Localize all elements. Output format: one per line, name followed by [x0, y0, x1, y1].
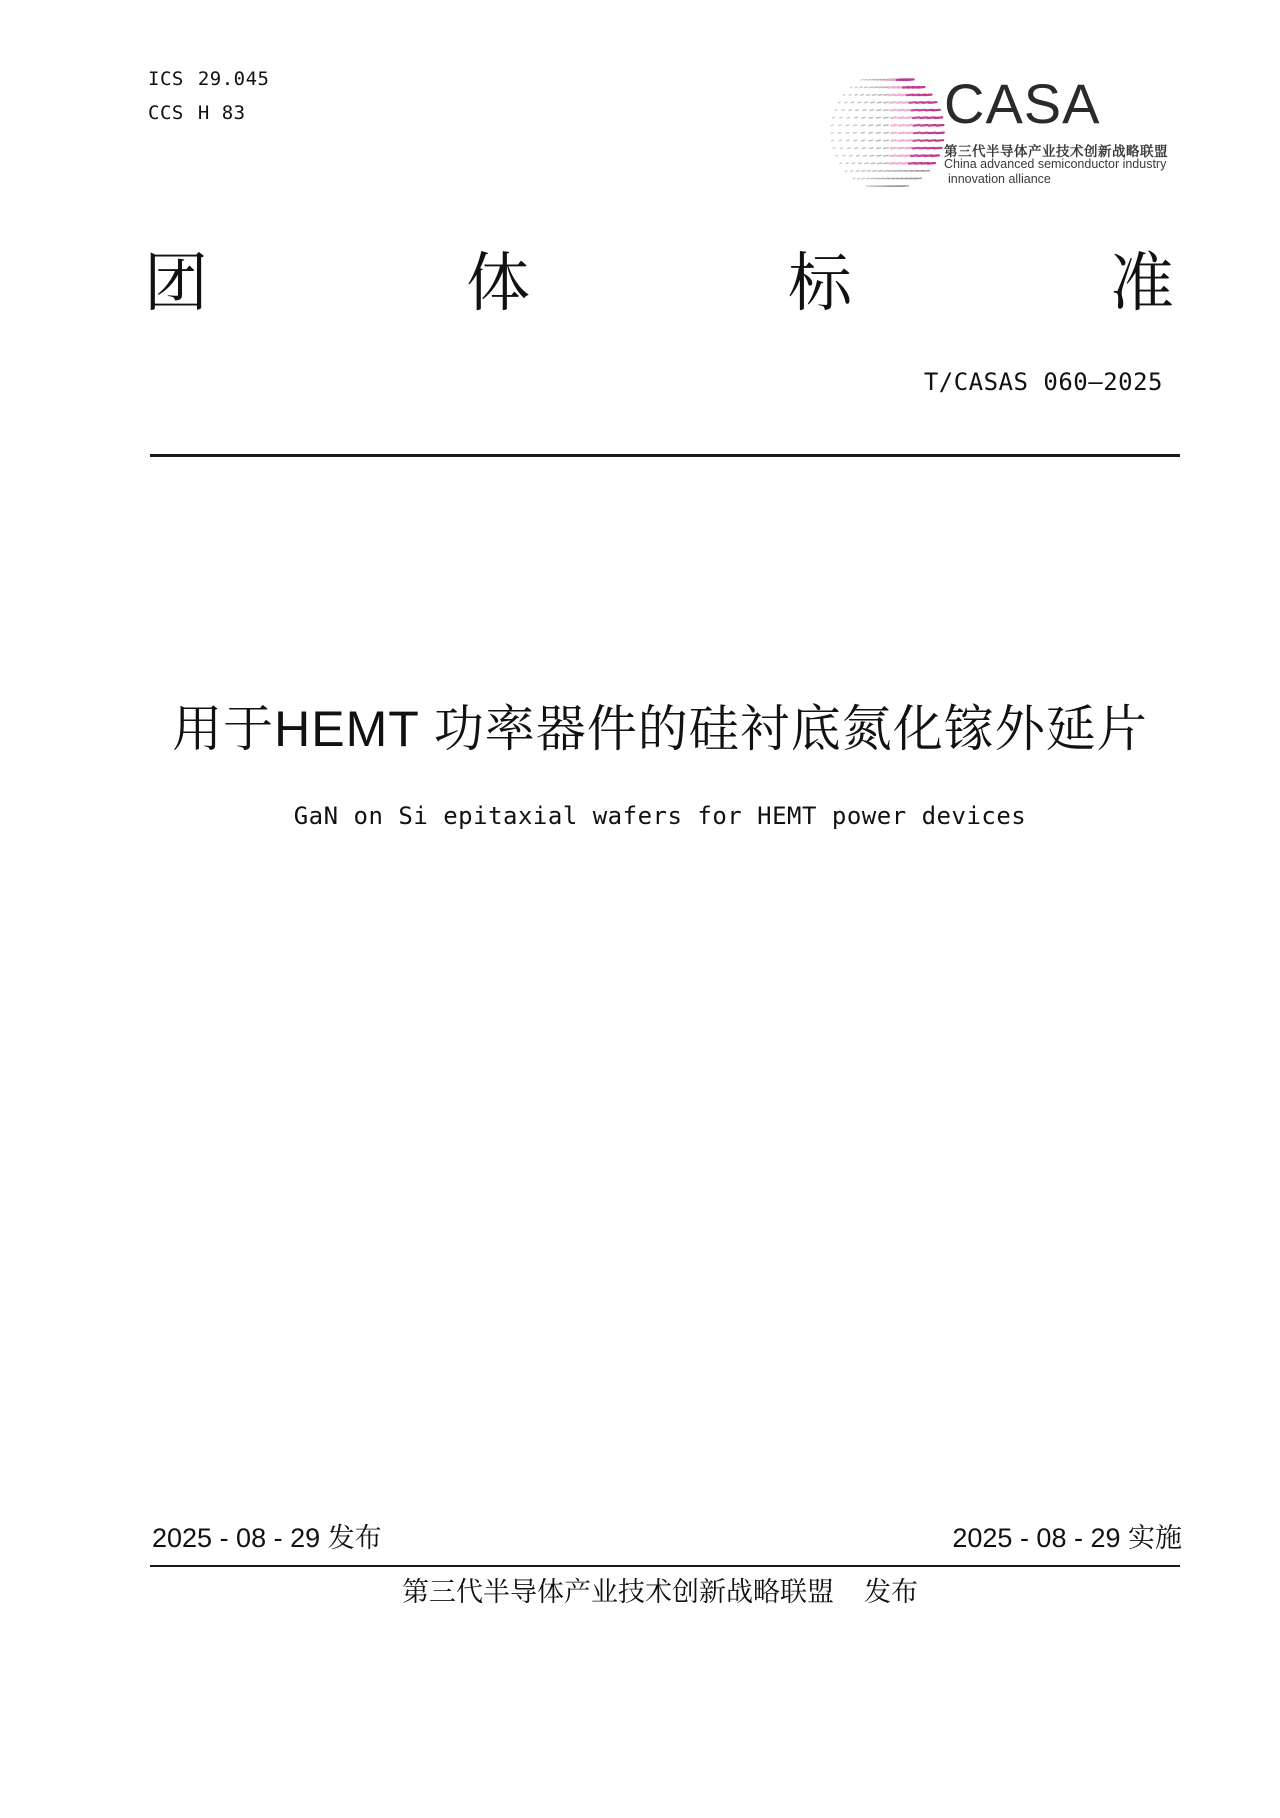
- logo-dot: [924, 95, 931, 96]
- logo-dot: [871, 178, 874, 179]
- ics-label: ICS: [148, 68, 184, 90]
- logo-dot: [862, 117, 865, 118]
- implement-date: 2025 - 08 - 29 实施: [952, 1523, 1182, 1553]
- logo-dot: [861, 125, 864, 126]
- logo-dot: [850, 87, 852, 88]
- logo-dot: [845, 102, 847, 103]
- logo-dot: [869, 117, 873, 118]
- classification-codes: [148, 62, 269, 130]
- logo-dot: [861, 133, 864, 134]
- logo-dot: [850, 155, 853, 156]
- logo-dot: [897, 102, 902, 103]
- logo-dot: [884, 133, 889, 134]
- heading-char: 标: [788, 247, 852, 321]
- logo-dot: [847, 117, 850, 118]
- standard-type-heading: [144, 244, 1174, 324]
- logo-dot: [858, 102, 861, 103]
- logo-dot: [862, 171, 865, 172]
- logo-dot: [840, 163, 842, 164]
- logo-dot: [874, 87, 878, 88]
- ccs-row: [148, 96, 269, 130]
- logo-dot: [933, 110, 940, 111]
- logo-dot: [891, 148, 896, 149]
- heading-char: 准: [1110, 247, 1174, 321]
- logo-dot: [854, 133, 857, 134]
- logo-dot: [903, 163, 909, 164]
- logo-dot: [896, 163, 901, 164]
- logo-dot: [849, 95, 851, 96]
- logo-dot: [854, 140, 857, 141]
- logo-dot: [849, 110, 852, 111]
- logo-dot: [911, 155, 917, 156]
- logo-dot: [932, 155, 939, 156]
- logo-dot: [913, 148, 919, 149]
- logo-dot: [898, 117, 903, 118]
- standard-number: T/CASAS 060—2025: [923, 368, 1163, 396]
- logo-dot: [927, 148, 934, 149]
- publisher-action: 发布: [864, 1577, 918, 1607]
- logo-dot: [884, 95, 889, 96]
- logo-dot: [905, 110, 911, 111]
- logo-dot: [858, 178, 860, 179]
- logo-dot: [845, 171, 847, 172]
- logo-dot: [935, 117, 942, 118]
- logo-dot: [861, 95, 864, 96]
- logo-dot: [884, 125, 889, 126]
- logo-dot: [913, 117, 919, 118]
- publish-date: 2025 - 08 - 29 发布: [152, 1523, 382, 1553]
- logo-dot: [831, 125, 833, 126]
- logo-dot: [884, 102, 889, 103]
- logo-dot: [846, 133, 849, 134]
- logo-dot: [937, 133, 944, 134]
- logo-dot: [929, 102, 936, 103]
- logo-dot: [869, 87, 872, 88]
- logo-dot: [884, 117, 889, 118]
- logo-dot: [884, 140, 889, 141]
- logo-dot: [904, 155, 910, 156]
- logo-dot: [863, 110, 866, 111]
- logo-dot: [856, 155, 859, 156]
- logo-dot: [936, 125, 943, 126]
- logo-dot: [856, 171, 859, 172]
- logo-dot: [891, 110, 896, 111]
- title-chinese: 用于HEMT 功率器件的硅衬底氮化镓外延片: [172, 701, 1148, 757]
- logo-dot: [840, 117, 842, 118]
- logo-dot: [833, 148, 835, 149]
- logo-dot: [895, 95, 900, 96]
- logo-dot: [859, 163, 862, 164]
- logo-dot: [921, 133, 928, 134]
- logo-dot: [870, 155, 874, 156]
- logo-dot: [867, 171, 870, 172]
- logo-dot: [855, 95, 858, 96]
- logo-dot: [876, 117, 880, 118]
- publisher-name: 第三代半导体产业技术创新战略联盟: [402, 1577, 834, 1607]
- logo-dot: [897, 155, 902, 156]
- logo-dot: [890, 163, 895, 164]
- logo-dot: [871, 102, 875, 103]
- logo-dot: [861, 140, 864, 141]
- logo-dot: [879, 87, 883, 88]
- logo-dot: [890, 102, 895, 103]
- logo-dot: [838, 102, 840, 103]
- ccs-code: H 83: [197, 102, 246, 124]
- logo-dot: [876, 133, 880, 134]
- logo-dot: [869, 148, 873, 149]
- logo-dot: [895, 171, 900, 172]
- logo-dot: [914, 178, 921, 179]
- logo-dot: [920, 117, 927, 118]
- logo-dot: [877, 148, 881, 149]
- logo-dot: [905, 148, 911, 149]
- logo-dot: [831, 133, 833, 134]
- logo-dot: [884, 171, 889, 172]
- globe-dots-icon: [820, 68, 952, 198]
- logo-dot: [870, 110, 874, 111]
- logo-dot: [919, 110, 926, 111]
- logo-dot: [875, 178, 879, 179]
- logo-dot: [862, 148, 865, 149]
- logo-dot: [928, 117, 935, 118]
- logo-dot: [920, 148, 927, 149]
- logo-dot: [877, 155, 881, 156]
- logo-dot: [899, 125, 904, 126]
- logo-dot: [901, 186, 908, 187]
- logo-dot: [906, 140, 912, 141]
- logo-dot: [855, 117, 858, 118]
- logo-dot: [921, 140, 928, 141]
- logo-dot: [921, 125, 928, 126]
- logo-dot: [839, 133, 841, 134]
- logo-dot: [877, 102, 881, 103]
- logo-dot: [836, 155, 838, 156]
- logo-dot: [929, 133, 936, 134]
- logo-dot: [871, 79, 874, 80]
- ics-row: [148, 62, 269, 96]
- logo-dot: [868, 79, 871, 80]
- logo-dot: [846, 163, 848, 164]
- logo-dot: [903, 102, 909, 103]
- logo-dot: [928, 140, 935, 141]
- logo-dot: [869, 133, 873, 134]
- logo-dot: [843, 95, 845, 96]
- bottom-divider: [150, 1565, 1180, 1567]
- heading-char: 体: [466, 247, 530, 321]
- logo-dot: [848, 148, 851, 149]
- logo-dot: [860, 87, 863, 88]
- heading-char: 团: [144, 247, 208, 321]
- logo-dot: [855, 148, 858, 149]
- logo-dot: [851, 102, 854, 103]
- logo-dot: [866, 178, 869, 179]
- logo-dot: [884, 148, 889, 149]
- logo-dot: [891, 117, 896, 118]
- logo-dot: [863, 155, 866, 156]
- logo-dot: [889, 171, 894, 172]
- logo-dot: [918, 155, 925, 156]
- logo-dot: [890, 95, 895, 96]
- logo-en-line2: innovation alliance: [948, 172, 1051, 186]
- logo-dot: [914, 133, 920, 134]
- logo-dot: [878, 95, 882, 96]
- logo-dot: [864, 79, 866, 80]
- logo-dot: [906, 133, 912, 134]
- logo-dot: [934, 148, 941, 149]
- logo-dot: [833, 117, 835, 118]
- logo-dot: [839, 125, 841, 126]
- logo-dot: [891, 155, 896, 156]
- logo-dot: [852, 163, 855, 164]
- logo-dot: [856, 110, 859, 111]
- logo-en-line1: China advanced semiconductor industry: [944, 157, 1167, 171]
- logo-dot: [879, 178, 883, 179]
- logo-dot: [914, 140, 920, 141]
- logo-dot: [891, 133, 896, 134]
- publisher-line: [0, 1570, 1280, 1614]
- logo-dot: [842, 110, 844, 111]
- logo-dot: [873, 171, 877, 172]
- logo-dot: [853, 178, 855, 179]
- logo-dot: [884, 110, 889, 111]
- logo-dot: [891, 125, 896, 126]
- logo-dot: [910, 102, 916, 103]
- logo-dot: [843, 155, 845, 156]
- top-divider: [150, 454, 1180, 457]
- logo-dot: [869, 140, 873, 141]
- logo-dot: [839, 140, 841, 141]
- logo-dot: [869, 125, 873, 126]
- logo-dot: [914, 125, 920, 126]
- logo-dot: [846, 125, 849, 126]
- logo-dot: [866, 95, 869, 96]
- logo-dot: [855, 87, 857, 88]
- logo-dot: [928, 163, 935, 164]
- logo-dot: [906, 79, 913, 80]
- logo-dot: [876, 125, 880, 126]
- logo-dot: [835, 110, 837, 111]
- logo-dot: [899, 140, 904, 141]
- logo-dot: [840, 148, 842, 149]
- logo-dot: [898, 110, 903, 111]
- logo-dot: [854, 125, 857, 126]
- logo-dot: [898, 148, 903, 149]
- ics-code: 29.045: [197, 68, 270, 90]
- logo-dot: [832, 140, 834, 141]
- logo-dot: [884, 163, 889, 164]
- logo-dot: [922, 171, 929, 172]
- logo-dot: [865, 87, 868, 88]
- logo-dot: [891, 140, 896, 141]
- casa-logo: [820, 68, 1220, 198]
- logo-name: CASA: [944, 72, 1101, 135]
- logo-dot: [861, 79, 863, 80]
- logo-dot: [884, 155, 889, 156]
- logo-dot: [877, 110, 881, 111]
- logo-dot: [865, 163, 868, 164]
- logo-dot: [926, 110, 933, 111]
- logo-dot: [851, 171, 853, 172]
- logo-dot: [906, 117, 912, 118]
- logo-dot: [909, 163, 915, 164]
- logo-dot: [871, 163, 875, 164]
- logo-dot: [864, 102, 867, 103]
- logo-dot: [878, 163, 882, 164]
- logo-dot: [876, 140, 880, 141]
- logo-dot: [906, 125, 912, 126]
- logo-dot: [878, 171, 882, 172]
- ccs-label: CCS: [148, 102, 184, 124]
- logo-dot: [899, 133, 904, 134]
- logo-dot: [917, 87, 924, 88]
- logo-dot: [936, 140, 943, 141]
- logo-dot: [929, 125, 936, 126]
- title-english: GaN on Si epitaxial wafers for HEMT power devices: [293, 802, 1027, 830]
- logo-dot: [872, 95, 876, 96]
- logo-dot: [862, 178, 865, 179]
- logo-cn-name: 第三代半导体产业技术创新战略联盟: [944, 144, 1168, 159]
- logo-dot: [866, 186, 868, 187]
- logo-dot: [912, 110, 918, 111]
- logo-dot: [847, 140, 850, 141]
